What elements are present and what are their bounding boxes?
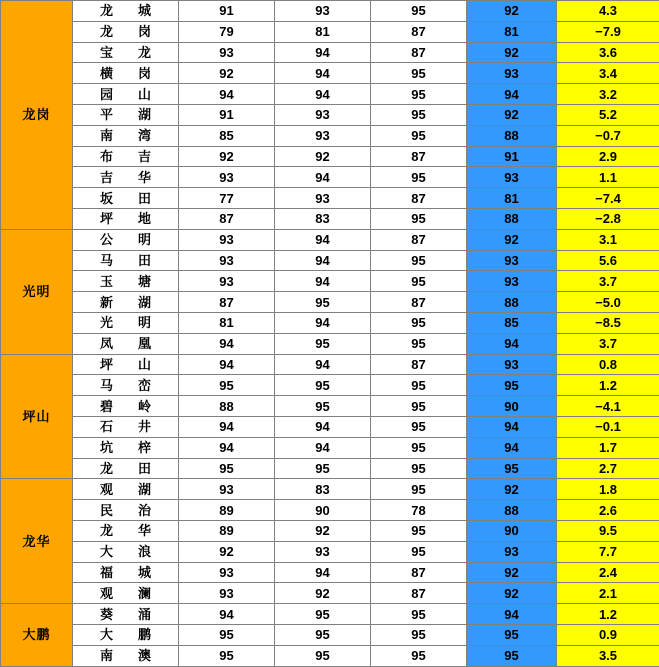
value-col-2: 95 [275, 645, 371, 666]
value-col-2: 94 [275, 84, 371, 105]
value-col-2: 94 [275, 312, 371, 333]
value-col-5-change: 3.2 [557, 84, 659, 105]
table-row [1, 250, 659, 271]
value-col-2: 93 [275, 104, 371, 125]
value-col-3: 95 [371, 458, 467, 479]
table-row [1, 354, 659, 375]
value-col-3: 87 [371, 21, 467, 42]
table-row [1, 333, 659, 354]
value-col-5-change: −5.0 [557, 292, 659, 313]
table-row [1, 271, 659, 292]
value-col-1: 93 [179, 42, 275, 63]
value-col-1: 94 [179, 84, 275, 105]
value-col-4-highlight: 92 [467, 562, 557, 583]
value-col-1: 92 [179, 63, 275, 84]
value-col-3: 95 [371, 125, 467, 146]
value-col-1: 92 [179, 541, 275, 562]
table-body [1, 1, 659, 667]
value-col-1: 89 [179, 520, 275, 541]
value-col-4-highlight: 94 [467, 437, 557, 458]
value-col-5-change: 2.6 [557, 500, 659, 521]
value-col-1: 79 [179, 21, 275, 42]
value-col-5-change: 2.9 [557, 146, 659, 167]
value-col-4-highlight: 85 [467, 312, 557, 333]
value-col-4-highlight: 92 [467, 583, 557, 604]
value-col-5-change: 3.7 [557, 271, 659, 292]
table-row [1, 21, 659, 42]
value-col-4-highlight: 81 [467, 21, 557, 42]
value-col-3: 95 [371, 645, 467, 666]
value-col-2: 95 [275, 292, 371, 313]
table-row [1, 583, 659, 604]
row-name: 龙 田 [73, 458, 179, 479]
value-col-1: 89 [179, 500, 275, 521]
row-name: 福 城 [73, 562, 179, 583]
value-col-5-change: −7.9 [557, 21, 659, 42]
row-name: 龙 城 [73, 1, 179, 22]
value-col-1: 95 [179, 645, 275, 666]
value-col-3: 87 [371, 583, 467, 604]
value-col-4-highlight: 92 [467, 104, 557, 125]
value-col-5-change: 0.8 [557, 354, 659, 375]
value-col-4-highlight: 93 [467, 354, 557, 375]
row-name: 坂 田 [73, 188, 179, 209]
value-col-2: 94 [275, 229, 371, 250]
table-row [1, 479, 659, 500]
row-name: 坑 梓 [73, 437, 179, 458]
value-col-4-highlight: 93 [467, 167, 557, 188]
row-name: 新 湖 [73, 292, 179, 313]
value-col-1: 85 [179, 125, 275, 146]
value-col-1: 92 [179, 146, 275, 167]
value-col-5-change: 3.1 [557, 229, 659, 250]
value-col-3: 87 [371, 562, 467, 583]
value-col-3: 95 [371, 1, 467, 22]
group-label: 大鹏 [1, 604, 73, 666]
row-name: 马 田 [73, 250, 179, 271]
value-col-3: 95 [371, 63, 467, 84]
value-col-1: 93 [179, 271, 275, 292]
value-col-4-highlight: 88 [467, 208, 557, 229]
value-col-4-highlight: 94 [467, 604, 557, 625]
value-col-2: 93 [275, 188, 371, 209]
value-col-3: 95 [371, 84, 467, 105]
row-name: 公 明 [73, 229, 179, 250]
table-row [1, 292, 659, 313]
value-col-4-highlight: 81 [467, 188, 557, 209]
group-label: 光明 [1, 229, 73, 354]
value-col-4-highlight: 94 [467, 416, 557, 437]
value-col-5-change: 5.6 [557, 250, 659, 271]
table-row [1, 604, 659, 625]
table-row [1, 375, 659, 396]
table-row [1, 541, 659, 562]
value-col-5-change: 5.2 [557, 104, 659, 125]
table-row [1, 208, 659, 229]
value-col-3: 87 [371, 42, 467, 63]
row-name: 园 山 [73, 84, 179, 105]
value-col-5-change: 2.4 [557, 562, 659, 583]
table-row [1, 63, 659, 84]
value-col-1: 94 [179, 333, 275, 354]
table-row [1, 125, 659, 146]
table-row [1, 624, 659, 645]
row-name: 观 湖 [73, 479, 179, 500]
value-col-5-change: 1.7 [557, 437, 659, 458]
value-col-4-highlight: 88 [467, 125, 557, 146]
value-col-5-change: 3.6 [557, 42, 659, 63]
value-col-2: 94 [275, 250, 371, 271]
value-col-1: 87 [179, 208, 275, 229]
table-row [1, 312, 659, 333]
table-row [1, 229, 659, 250]
value-col-1: 93 [179, 167, 275, 188]
value-col-4-highlight: 92 [467, 479, 557, 500]
value-col-3: 95 [371, 604, 467, 625]
value-col-5-change: −7.4 [557, 188, 659, 209]
value-col-2: 95 [275, 604, 371, 625]
row-name: 大 浪 [73, 541, 179, 562]
group-label: 坪山 [1, 354, 73, 479]
value-col-2: 94 [275, 167, 371, 188]
value-col-4-highlight: 91 [467, 146, 557, 167]
value-col-4-highlight: 88 [467, 500, 557, 521]
value-col-2: 83 [275, 208, 371, 229]
value-col-5-change: −0.7 [557, 125, 659, 146]
value-col-4-highlight: 90 [467, 396, 557, 417]
value-col-2: 95 [275, 396, 371, 417]
value-col-2: 95 [275, 624, 371, 645]
value-col-4-highlight: 95 [467, 458, 557, 479]
value-col-4-highlight: 95 [467, 375, 557, 396]
table-row [1, 146, 659, 167]
table-row [1, 416, 659, 437]
value-col-2: 94 [275, 416, 371, 437]
value-col-4-highlight: 95 [467, 645, 557, 666]
value-col-4-highlight: 93 [467, 63, 557, 84]
value-col-1: 94 [179, 416, 275, 437]
value-col-2: 94 [275, 437, 371, 458]
value-col-5-change: 4.3 [557, 1, 659, 22]
value-col-3: 78 [371, 500, 467, 521]
value-col-3: 87 [371, 229, 467, 250]
value-col-2: 94 [275, 354, 371, 375]
table-row [1, 458, 659, 479]
value-col-2: 93 [275, 541, 371, 562]
value-col-2: 83 [275, 479, 371, 500]
value-col-2: 94 [275, 271, 371, 292]
value-col-3: 87 [371, 292, 467, 313]
value-col-5-change: −2.8 [557, 208, 659, 229]
value-col-3: 87 [371, 146, 467, 167]
value-col-3: 95 [371, 479, 467, 500]
row-name: 葵 涌 [73, 604, 179, 625]
value-col-3: 95 [371, 624, 467, 645]
row-name: 马 峦 [73, 375, 179, 396]
value-col-3: 95 [371, 333, 467, 354]
table-row [1, 84, 659, 105]
value-col-1: 87 [179, 292, 275, 313]
table-row [1, 188, 659, 209]
value-col-2: 92 [275, 583, 371, 604]
value-col-3: 95 [371, 437, 467, 458]
row-name: 大 鹏 [73, 624, 179, 645]
value-col-4-highlight: 92 [467, 1, 557, 22]
value-col-5-change: 0.9 [557, 624, 659, 645]
value-col-1: 88 [179, 396, 275, 417]
value-col-4-highlight: 94 [467, 84, 557, 105]
table-row [1, 520, 659, 541]
table-row [1, 396, 659, 417]
value-col-5-change: 7.7 [557, 541, 659, 562]
value-col-3: 95 [371, 541, 467, 562]
group-label: 龙岗 [1, 1, 73, 230]
value-col-5-change: −4.1 [557, 396, 659, 417]
value-col-3: 95 [371, 167, 467, 188]
value-col-3: 87 [371, 188, 467, 209]
value-col-1: 95 [179, 458, 275, 479]
value-col-5-change: 3.5 [557, 645, 659, 666]
value-col-3: 95 [371, 416, 467, 437]
table-row [1, 42, 659, 63]
value-col-5-change: 2.1 [557, 583, 659, 604]
value-col-3: 95 [371, 208, 467, 229]
value-col-1: 91 [179, 1, 275, 22]
value-col-2: 93 [275, 125, 371, 146]
row-name: 观 澜 [73, 583, 179, 604]
value-col-4-highlight: 93 [467, 250, 557, 271]
value-col-3: 95 [371, 520, 467, 541]
value-col-3: 95 [371, 312, 467, 333]
value-col-1: 93 [179, 583, 275, 604]
row-name: 龙 华 [73, 520, 179, 541]
value-col-5-change: −8.5 [557, 312, 659, 333]
value-col-5-change: 1.2 [557, 604, 659, 625]
value-col-1: 93 [179, 479, 275, 500]
value-col-4-highlight: 94 [467, 333, 557, 354]
table-row [1, 167, 659, 188]
table-row [1, 104, 659, 125]
row-name: 龙 岗 [73, 21, 179, 42]
value-col-1: 93 [179, 229, 275, 250]
value-col-4-highlight: 90 [467, 520, 557, 541]
table-row [1, 1, 659, 22]
value-col-5-change: 1.8 [557, 479, 659, 500]
value-col-1: 95 [179, 375, 275, 396]
row-name: 布 吉 [73, 146, 179, 167]
value-col-1: 94 [179, 437, 275, 458]
value-col-1: 93 [179, 562, 275, 583]
value-col-5-change: 1.1 [557, 167, 659, 188]
value-col-2: 95 [275, 333, 371, 354]
value-col-4-highlight: 88 [467, 292, 557, 313]
value-col-3: 95 [371, 104, 467, 125]
value-col-5-change: 3.4 [557, 63, 659, 84]
value-col-4-highlight: 92 [467, 42, 557, 63]
row-name: 民 治 [73, 500, 179, 521]
value-col-1: 91 [179, 104, 275, 125]
value-col-5-change: −0.1 [557, 416, 659, 437]
row-name: 吉 华 [73, 167, 179, 188]
row-name: 坪 山 [73, 354, 179, 375]
value-col-1: 94 [179, 354, 275, 375]
value-col-4-highlight: 93 [467, 271, 557, 292]
row-name: 南 湾 [73, 125, 179, 146]
value-col-2: 92 [275, 520, 371, 541]
row-name: 南 澳 [73, 645, 179, 666]
value-col-4-highlight: 93 [467, 541, 557, 562]
row-name: 光 明 [73, 312, 179, 333]
row-name: 横 岗 [73, 63, 179, 84]
table-row [1, 562, 659, 583]
value-col-2: 92 [275, 146, 371, 167]
value-col-1: 94 [179, 604, 275, 625]
row-name: 宝 龙 [73, 42, 179, 63]
value-col-4-highlight: 92 [467, 229, 557, 250]
table-row [1, 645, 659, 666]
value-col-2: 90 [275, 500, 371, 521]
value-col-3: 95 [371, 396, 467, 417]
row-name: 碧 岭 [73, 396, 179, 417]
value-col-5-change: 1.2 [557, 375, 659, 396]
value-col-1: 77 [179, 188, 275, 209]
value-col-3: 95 [371, 375, 467, 396]
value-col-3: 87 [371, 354, 467, 375]
group-label: 龙华 [1, 479, 73, 604]
value-col-1: 93 [179, 250, 275, 271]
value-col-5-change: 3.7 [557, 333, 659, 354]
row-name: 石 井 [73, 416, 179, 437]
value-col-2: 94 [275, 562, 371, 583]
value-col-3: 95 [371, 271, 467, 292]
row-name: 玉 塘 [73, 271, 179, 292]
row-name: 坪 地 [73, 208, 179, 229]
value-col-2: 93 [275, 1, 371, 22]
value-col-2: 81 [275, 21, 371, 42]
value-col-2: 94 [275, 63, 371, 84]
value-col-5-change: 2.7 [557, 458, 659, 479]
value-col-4-highlight: 95 [467, 624, 557, 645]
table-row [1, 500, 659, 521]
value-col-2: 94 [275, 42, 371, 63]
value-col-2: 95 [275, 375, 371, 396]
row-name: 平 湖 [73, 104, 179, 125]
row-name: 凤 凰 [73, 333, 179, 354]
value-col-3: 95 [371, 250, 467, 271]
value-col-2: 95 [275, 458, 371, 479]
table-row [1, 437, 659, 458]
value-col-1: 95 [179, 624, 275, 645]
value-col-1: 81 [179, 312, 275, 333]
value-col-5-change: 9.5 [557, 520, 659, 541]
